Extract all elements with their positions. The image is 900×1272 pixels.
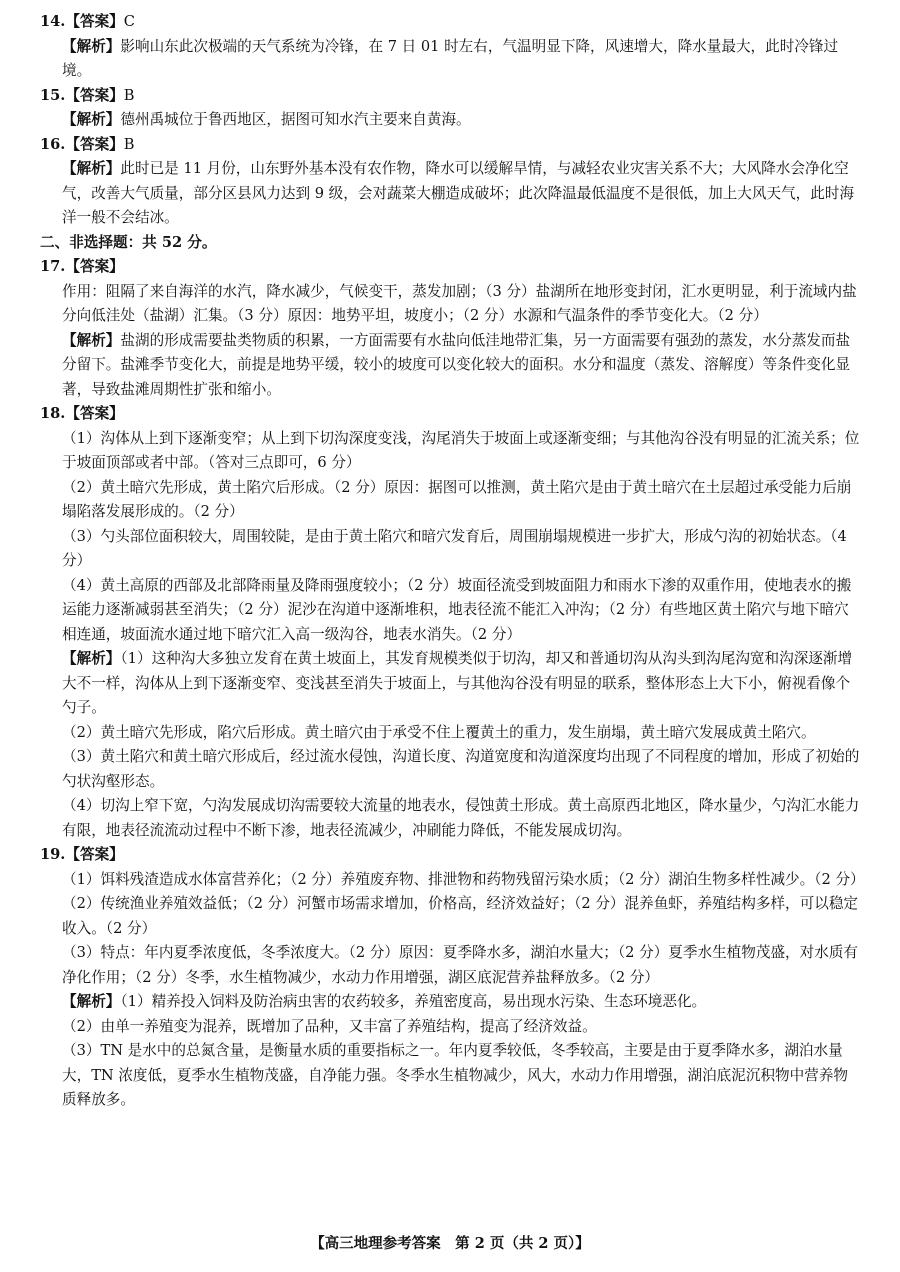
q15-answer: B xyxy=(123,86,135,104)
q16-explanation xyxy=(40,157,862,231)
q18-explanation-text: （1）这种沟大多独立发育在黄土坡面上，其发育规模类似于切沟，却又和普通切沟从沟头到沟尾沟宽和沟深逐渐增大不一样，沟体从上到下逐渐变窄、变浅甚至消失于坡面上，与其他沟谷没有明显的联系，整体形态上大下小，俯视看像个勺子。 xyxy=(62,650,853,716)
q14-answer: C xyxy=(123,13,135,30)
page-footer: 【高三地理参考答案 第 2 页（共 2 页）】 xyxy=(310,1235,590,1252)
q18-answer-4: （4）黄土高原的西部及北部降雨量及降雨强度较小；（2 分）坡面径流受到坡面阻力和雨水下渗的双重作用，使地表水的搬运能力逐渐减弱甚至消失；（2 分）泥沙在沟道中逐渐堆积，地表径流不能汇入冲沟；（2 分）有些地区黄土陷穴与地下暗穴相连通，坡面流水通过地下暗穴汇入高一级沟谷，地表水消失。（2 分） xyxy=(62,576,852,643)
q15-number: 15. xyxy=(40,86,66,104)
q16-explanation-tag: 【解析】 xyxy=(62,160,121,177)
q19-answer-tag: 【答案】 xyxy=(65,846,124,863)
q15-explanation-text: 德州禹城位于鲁西地区，据图可知水汽主要来自黄海。 xyxy=(120,111,471,128)
q14-number: 14. xyxy=(40,13,66,30)
q17-explanation-text: 盐湖的形成需要盐类物质的积累，一方面需要有水盐向低洼地带汇集，另一方面需要有强劲的蒸发，水分蒸发而盐分留下。盐滩季节变化大，前提是地势平缓，较小的坡度可以变化较大的面积。水分和温度（蒸发、溶解度）等条件变化显著，导致盐滩周期性扩张和缩小。 xyxy=(62,331,851,398)
q19-answer-2: （2）传统渔业养殖效益低；（2 分）河蟹市场需求增加，价格高，经济效益好；（2 分）混养鱼虾，养殖结构多样，可以稳定收入。（2 分） xyxy=(62,895,859,937)
q14-explanation xyxy=(40,35,862,84)
q17-answer-line xyxy=(40,255,862,280)
q19-answer-line xyxy=(40,843,862,868)
q18-answer-tag: 【答案】 xyxy=(65,405,124,422)
q17-explanation-tag: 【解析】 xyxy=(62,331,121,349)
q15-explanation xyxy=(40,108,862,133)
q19-explanation-text: （1）精养投入饲料及防治病虫害的农药较多，养殖密度高，易出现水污染、生态环境恶化。 xyxy=(120,993,707,1010)
q19-explanation-tag: 【解析】 xyxy=(62,993,121,1010)
q19-number: 19. xyxy=(40,846,66,863)
q18-explanation-1 xyxy=(40,647,862,721)
q17-answer-tag: 【答案】 xyxy=(65,258,124,275)
q16-answer-tag: 【答案】 xyxy=(65,135,124,153)
q18-answer-1: （1）沟体从上到下逐渐变窄；从上到下切沟深度变浅，沟尾消失于坡面上或逐渐变细；与其他沟谷没有明显的汇流关系；位于坡面顶部或者中部。（答对三点即可，6 分） xyxy=(62,429,860,471)
q19-explanation-3: （3）TN 是水中的总氮含量，是衡量水质的重要指标之一。年内夏季较低，冬季较高，主要是由于夏季降水多，湖泊水量大，TN 浓度低，夏季水生植物茂盛，自净能力强。冬季水生植物减少，风大，水动力作用增强，湖泊底泥沉积物中营养物质释放多。 xyxy=(62,1042,849,1108)
q19-answer-3: （3）特点：年内夏季浓度低，冬季浓度大。（2 分）原因：夏季降水多，湖泊水量大；（2 分）夏季水生植物茂盛，对水质有净化作用；（2 分）冬季，水生植物减少，水动力作用增强，湖区底泥营养盐释放多。（2 分） xyxy=(62,944,859,986)
q18-answer-3: （3）勺头部位面积较大，周围较陡，是由于黄土陷穴和暗穴发育后，周围崩塌规模进一步扩大，形成勺沟的初始状态。（4 分） xyxy=(62,527,847,569)
q18-explanation-tag: 【解析】 xyxy=(62,650,121,667)
q16-explanation-text: 此时已是 11 月份，山东野外基本没有农作物，降水可以缓解旱情，与减轻农业灾害关系不大；大风降水会净化空气，改善大气质量，部分区县风力达到 9 级，会对蔬菜大棚造成破坏；此次降温最低温度不是很低，加上大风天气，此时海洋一般不会结冰。 xyxy=(62,160,855,226)
q17-number: 17. xyxy=(40,258,66,275)
q18-answer-2: （2）黄土暗穴先形成，黄土陷穴后形成。（2 分）原因：据图可以推测，黄土陷穴是由于黄土暗穴在土层超过承受能力后崩塌陷落发展形成的。（2 分） xyxy=(62,478,852,520)
q19-answer-1: （1）饵料残渣造成水体富营养化；（2 分）养殖废弃物、排泄物和药物残留污染水质；（2 分）湖泊生物多样性减少。（2 分） xyxy=(62,870,865,888)
q18-explanation-4: （4）切沟上窄下宽，勺沟发展成切沟需要较大流量的地表水，侵蚀黄土形成。黄土高原西北地区，降水量少，勺沟汇水能力有限，地表径流流动过程中不断下渗，地表径流减少，冲刷能力降低，不能发展成切沟。 xyxy=(62,797,860,839)
q14-answer-line xyxy=(40,10,862,35)
section-heading: 二、非选择题：共 52 分。 xyxy=(40,233,217,251)
q16-answer: B xyxy=(123,135,135,153)
q16-answer-line xyxy=(40,133,862,158)
q19-explanation-2: （2）由单一养殖变为混养，既增加了品种，又丰富了养殖结构，提高了经济效益。 xyxy=(62,1017,597,1035)
q18-number: 18. xyxy=(40,405,66,422)
q15-explanation-tag: 【解析】 xyxy=(62,111,121,128)
q18-explanation-3: （3）黄土陷穴和黄土暗穴形成后，经过流水侵蚀，沟道长度、沟道宽度和沟道深度均出现了不同程度的增加，形成了初始的勺状沟壑形态。 xyxy=(62,748,860,790)
q17-answer: 作用：阻隔了来自海洋的水汽，降水减少，气候变干，蒸发加剧；（3 分）盐湖所在地形变封闭，汇水更明显，利于流域内盐分向低洼处（盐湖）汇集。（3 分）原因：地势平坦，坡度小；（2 分）水源和气温条件的季节变化大。（2 分） xyxy=(62,282,857,324)
q15-answer-tag: 【答案】 xyxy=(65,86,124,104)
q14-explanation-tag: 【解析】 xyxy=(62,37,121,55)
q17-explanation xyxy=(40,329,862,403)
q14-answer-tag: 【答案】 xyxy=(65,13,124,30)
q16-number: 16. xyxy=(40,135,66,153)
q18-answer-line xyxy=(40,402,862,427)
q19-explanation-1 xyxy=(40,990,862,1015)
q15-answer-line xyxy=(40,84,862,109)
q18-explanation-2: （2）黄土暗穴先形成，陷穴后形成。黄土暗穴由于承受不住上覆黄土的重力，发生崩塌，黄土暗穴发展成黄土陷穴。 xyxy=(62,723,816,741)
q14-explanation-text: 影响山东此次极端的天气系统为冷锋，在 7 日 01 时左右，气温明显下降，风速增大，降水量最大，此时冷锋过境。 xyxy=(62,37,839,79)
answer-sheet-page xyxy=(40,10,865,1113)
